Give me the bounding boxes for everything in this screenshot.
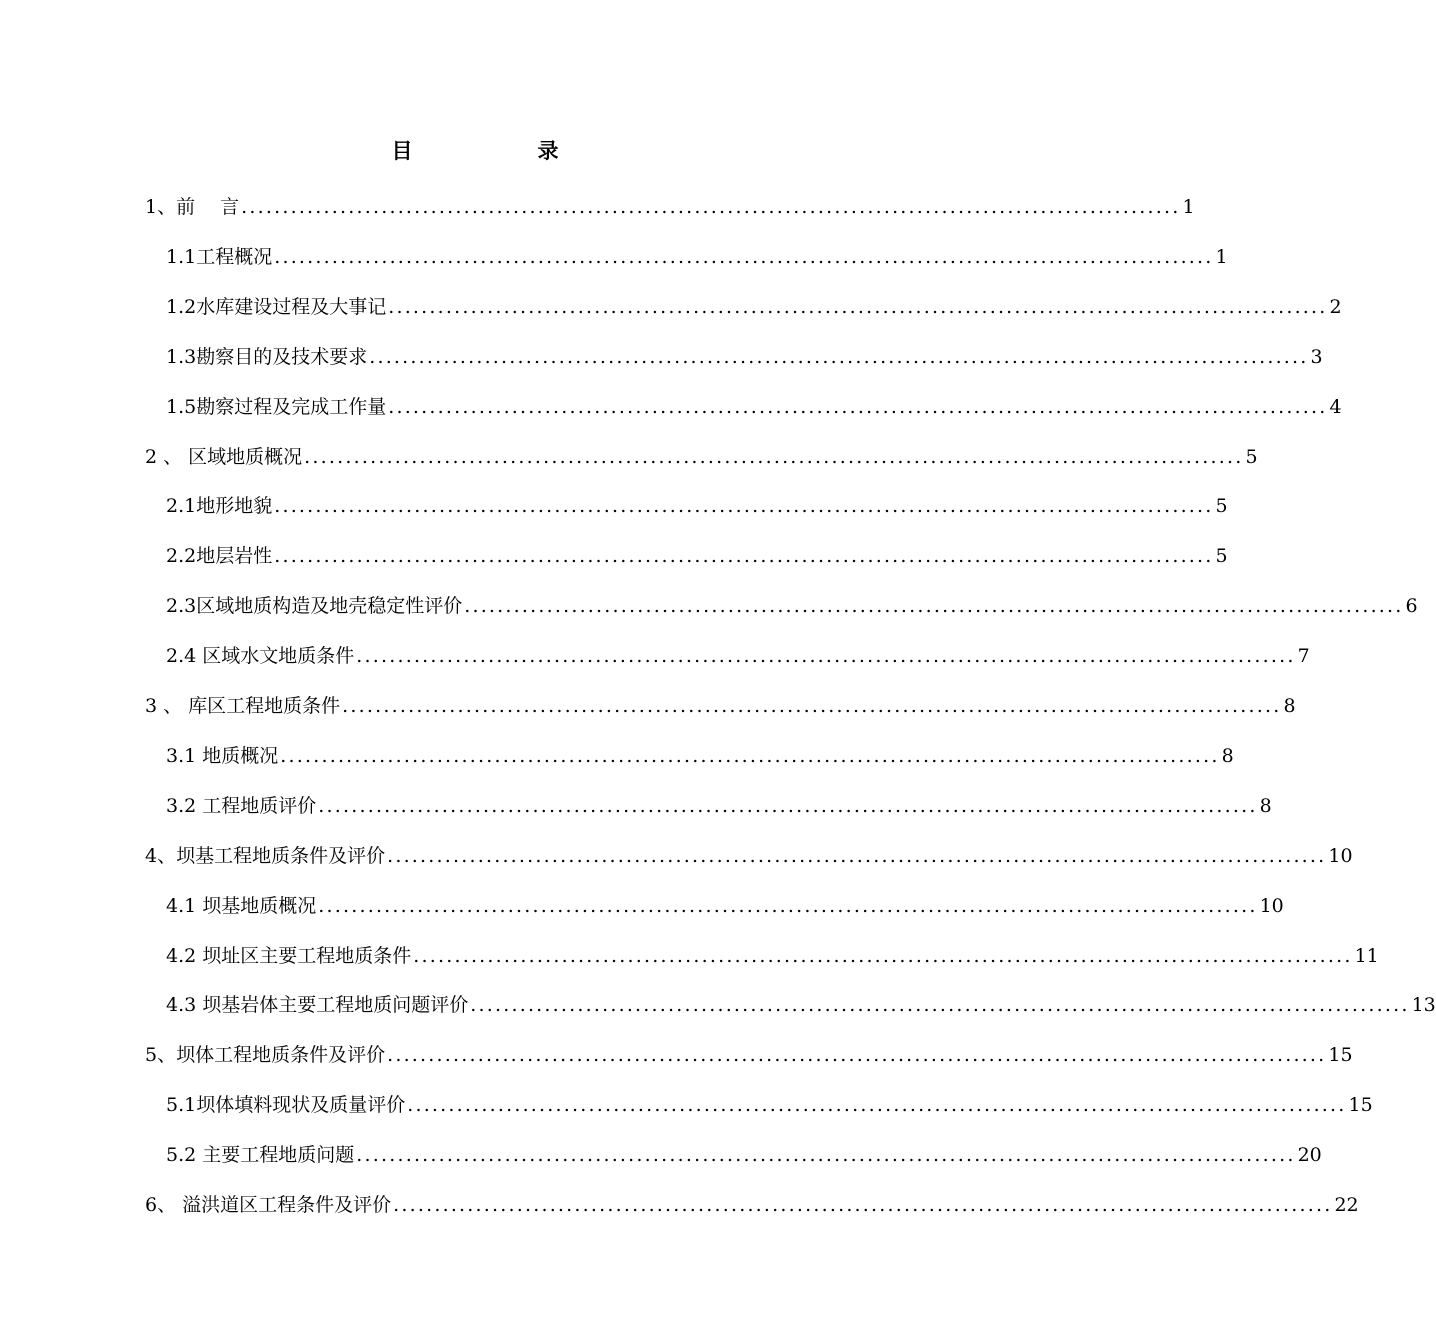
- toc-entry[interactable]: [166, 330, 1323, 370]
- toc-dot-leader: ..................................................................................................................: [413, 944, 1353, 967]
- toc-page-number: 5: [1245, 445, 1258, 468]
- toc-entry-label: 1、前 言: [145, 196, 240, 218]
- toc-entry[interactable]: [145, 180, 1195, 220]
- toc-dot-leader: ..................................................................................................................: [388, 395, 1328, 418]
- toc-page-number: 8: [1283, 695, 1296, 717]
- toc-dot-leader: ..................................................................................................................: [393, 1194, 1333, 1216]
- toc-dot-leader: ..................................................................................................................: [387, 1044, 1327, 1067]
- toc-entry-label: 3.1 地质概况: [166, 744, 279, 767]
- toc-dot-leader: ..................................................................................................................: [318, 794, 1258, 817]
- toc-entry-label: 6、 溢洪道区工程条件及评价: [145, 1194, 392, 1216]
- toc-entry-label: 4.2 坝址区主要工程地质条件: [166, 944, 412, 967]
- toc-page-number: 13: [1411, 994, 1436, 1017]
- toc-entry[interactable]: [166, 978, 1436, 1018]
- toc-page-number: 1: [1215, 245, 1228, 268]
- toc-dot-leader: ..................................................................................................................: [274, 545, 1214, 568]
- toc-page-number: 20: [1297, 1144, 1322, 1167]
- toc-dot-leader: ..................................................................................................................: [464, 595, 1404, 618]
- toc-entry-label: 1.1工程概况: [166, 245, 273, 268]
- toc-entry-label: 5、坝体工程地质条件及评价: [145, 1044, 386, 1067]
- toc-entry-label: 4.1 坝基地质概况: [166, 894, 317, 917]
- toc-entry[interactable]: [166, 529, 1228, 569]
- toc-page-number: 3: [1310, 345, 1323, 368]
- toc-page-number: 7: [1297, 645, 1310, 668]
- toc-dot-leader: ..................................................................................................................: [318, 894, 1258, 917]
- toc-entry[interactable]: [145, 1028, 1353, 1068]
- toc-entry[interactable]: [166, 929, 1379, 969]
- toc-entry-label: 3 、 库区工程地质条件: [145, 695, 341, 717]
- toc-entry[interactable]: [166, 879, 1284, 919]
- toc-entry[interactable]: [145, 430, 1258, 470]
- toc-page-number: 10: [1259, 894, 1284, 917]
- toc-entry-label: 2.4 区域水文地质条件: [166, 645, 355, 668]
- toc-entry-label: 1.3勘察目的及技术要求: [166, 345, 368, 368]
- toc-dot-leader: ..................................................................................................................: [304, 445, 1244, 468]
- toc-dot-leader: ..................................................................................................................: [274, 495, 1214, 518]
- toc-dot-leader: ..................................................................................................................: [369, 345, 1309, 368]
- toc-page-number: 5: [1215, 545, 1228, 568]
- toc-entry[interactable]: [145, 679, 1296, 719]
- toc-entry-label: 4.3 坝基岩体主要工程地质问题评价: [166, 994, 469, 1017]
- toc-page-number: 8: [1221, 744, 1234, 767]
- toc-page-number: 22: [1334, 1194, 1359, 1216]
- toc-entry-label: 3.2 工程地质评价: [166, 794, 317, 817]
- toc-dot-leader: ..................................................................................................................: [407, 1094, 1347, 1117]
- toc-dot-leader: ..................................................................................................................: [280, 744, 1220, 767]
- toc-dot-leader: ..................................................................................................................: [241, 196, 1181, 218]
- toc-page-number: 5: [1215, 495, 1228, 518]
- toc-entry[interactable]: [166, 479, 1228, 519]
- toc-entry-label: 2.2地层岩性: [166, 545, 273, 568]
- toc-entry-label: 4、坝基工程地质条件及评价: [145, 844, 386, 867]
- toc-entry[interactable]: [166, 579, 1418, 619]
- toc-dot-leader: ..................................................................................................................: [342, 695, 1282, 717]
- toc-dot-leader: ..................................................................................................................: [388, 295, 1328, 318]
- toc-entry-label: 1.2水库建设过程及大事记: [166, 295, 387, 318]
- toc-entry[interactable]: [166, 1078, 1373, 1118]
- toc-entry[interactable]: [166, 729, 1234, 769]
- toc-entry-label: 5.2 主要工程地质问题: [166, 1144, 355, 1167]
- toc-entry[interactable]: [166, 1128, 1322, 1168]
- toc-entry[interactable]: [166, 230, 1228, 270]
- toc-entry[interactable]: [145, 1178, 1359, 1218]
- toc-entry-label: 2.1地形地貌: [166, 495, 273, 518]
- toc-dot-leader: ..................................................................................................................: [356, 645, 1296, 668]
- toc-entry[interactable]: [166, 629, 1310, 669]
- toc-page-number: 15: [1348, 1094, 1373, 1117]
- toc-page-number: 8: [1259, 794, 1272, 817]
- toc-page-number: 2: [1329, 295, 1342, 318]
- toc-title: 目 录: [391, 138, 611, 163]
- toc-page-number: 4: [1329, 395, 1342, 418]
- toc-entry-label: 5.1坝体填料现状及质量评价: [166, 1094, 406, 1117]
- toc-entry[interactable]: [166, 779, 1272, 819]
- toc-entry-label: 2 、 区域地质概况: [145, 445, 303, 468]
- toc-page-number: 11: [1354, 944, 1379, 967]
- toc-entry[interactable]: [166, 380, 1342, 420]
- toc-page-number: 1: [1182, 196, 1195, 218]
- toc-page-number: 15: [1328, 1044, 1353, 1067]
- toc-dot-leader: ..................................................................................................................: [470, 994, 1410, 1017]
- toc-page-number: 10: [1328, 844, 1353, 867]
- toc-dot-leader: ..................................................................................................................: [387, 844, 1327, 867]
- toc-page-number: 6: [1405, 595, 1418, 618]
- toc-entry[interactable]: [166, 280, 1342, 320]
- toc-entry-label: 1.5勘察过程及完成工作量: [166, 395, 387, 418]
- toc-entry-label: 2.3区域地质构造及地壳稳定性评价: [166, 595, 463, 618]
- toc-dot-leader: ..................................................................................................................: [274, 245, 1214, 268]
- toc-entry[interactable]: [145, 829, 1353, 869]
- toc-dot-leader: ..................................................................................................................: [356, 1144, 1296, 1167]
